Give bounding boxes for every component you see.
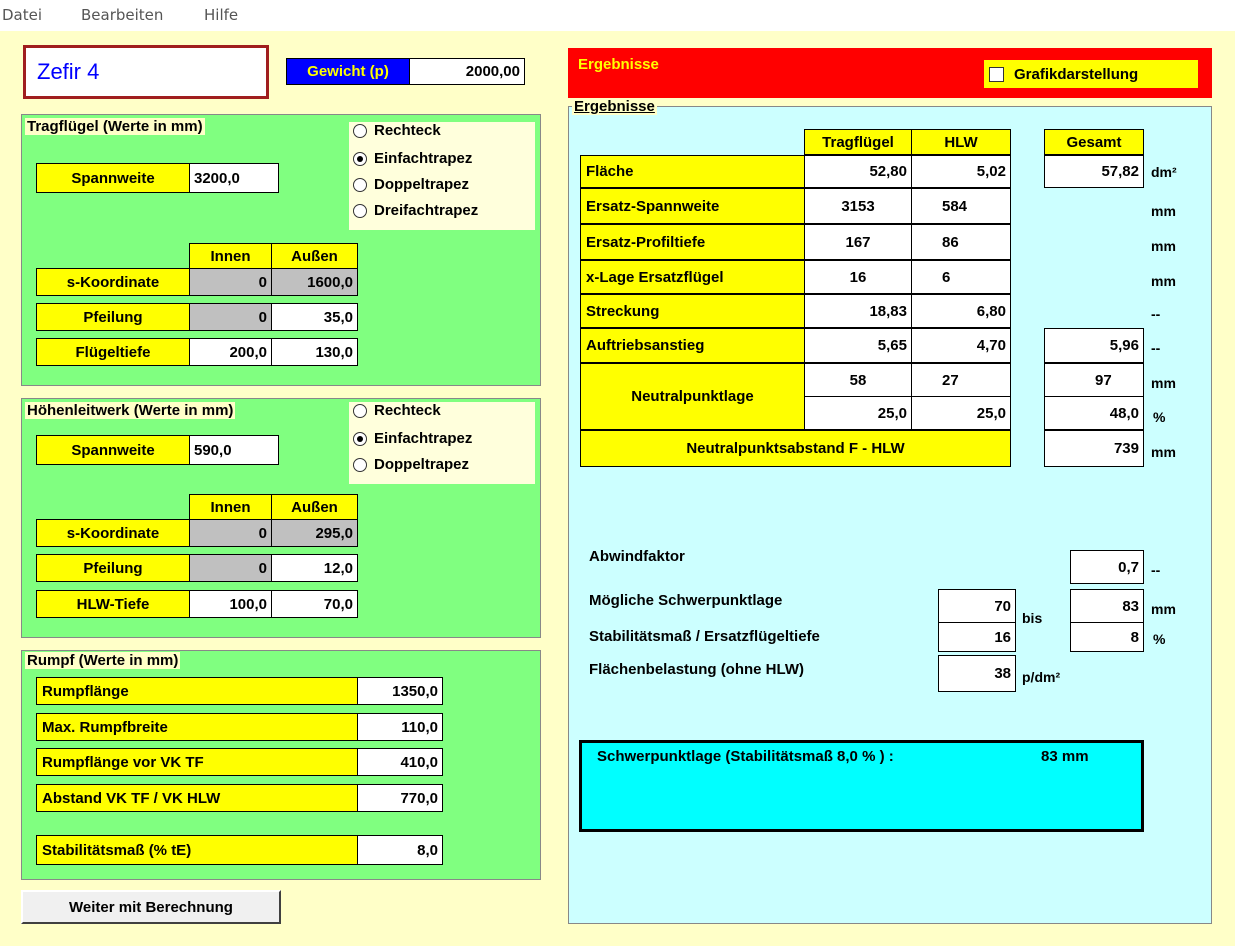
hlw-group-title: Höhenleitwerk (Werte in mm) <box>27 402 234 419</box>
radio-tf-einfachtrapez[interactable]: Einfachtrapez <box>353 150 472 167</box>
menu-datei[interactable]: Datei <box>2 6 43 24</box>
menu-hilfe[interactable]: Hilfe <box>204 6 239 24</box>
flaechenbelastung-value: 38 <box>938 655 1016 692</box>
result-label-ersatz-profiltiefe: Ersatz-Profiltiefe <box>580 224 805 260</box>
unit-np-pct: % <box>1153 409 1166 425</box>
tf-col-innen: Innen <box>189 243 272 269</box>
schwerpunktlage-bis: bis <box>1022 610 1043 626</box>
schwerpunktlage-from: 70 <box>938 589 1016 623</box>
hlw-s-koordinate-innen: 0 <box>189 519 272 547</box>
ergebnisse-group-title: Ergebnisse <box>574 98 655 115</box>
result-flaeche-hlw: 5,02 <box>911 155 1011 188</box>
radio-hlw-rechteck[interactable]: Rechteck <box>353 402 441 419</box>
tf-spannweite-input[interactable]: 3200,0 <box>189 163 279 193</box>
unit-schwerpunkt: mm <box>1151 601 1176 617</box>
summary-label: Schwerpunktlage (Stabilitätsmaß 8,0 % ) : <box>597 748 894 765</box>
unit-streckung: -- <box>1151 306 1161 322</box>
result-x-lage-tf: 16 <box>804 260 912 294</box>
col-gesamt: Gesamt <box>1044 129 1144 155</box>
unit-auftrieb: -- <box>1151 340 1161 356</box>
hlw-col-innen: Innen <box>189 494 272 520</box>
np-mm-gesamt: 97 <box>1044 363 1144 397</box>
result-ersatz-profiltiefe-hlw: 86 <box>911 224 1011 260</box>
abwindfaktor-label: Abwindfaktor <box>589 548 685 565</box>
result-label-flaeche: Fläche <box>580 155 805 188</box>
radio-tf-dreifachtrapez[interactable]: Dreifachtrapez <box>353 202 478 219</box>
result-x-lage-hlw: 6 <box>911 260 1011 294</box>
tf-spannweite-label: Spannweite <box>36 163 190 193</box>
hlw-pfeilung-innen: 0 <box>189 554 272 582</box>
tf-row-label: Pfeilung <box>36 303 190 331</box>
radio-selected-icon <box>353 152 367 166</box>
stabilitaetsmass-input[interactable]: 8,0 <box>357 835 443 865</box>
result-label-ersatz-spannweite: Ersatz-Spannweite <box>580 188 805 224</box>
summary-value: 83 mm <box>1041 748 1089 765</box>
unit-np-mm: mm <box>1151 375 1176 391</box>
radio-circle-icon <box>353 204 367 218</box>
unit-stab: % <box>1153 631 1166 647</box>
result-label-np-abstand: Neutralpunktsabstand F - HLW <box>580 430 1011 467</box>
rumpflaenge-input[interactable]: 1350,0 <box>357 677 443 705</box>
flaechenbelastung-label: Flächenbelastung (ohne HLW) <box>589 661 805 678</box>
col-tragfluegel: Tragflügel <box>804 129 912 155</box>
schwerpunktlage-to: 83 <box>1070 589 1144 623</box>
np-pct-gesamt: 48,0 <box>1044 396 1144 430</box>
hlw-row-label: Pfeilung <box>36 554 190 582</box>
result-label-auftriebsanstieg: Auftriebsanstieg <box>580 328 805 363</box>
hlw-pfeilung-aussen[interactable]: 12,0 <box>271 554 358 582</box>
result-streckung-tf: 18,83 <box>804 294 912 328</box>
result-ersatz-spannweite-hlw: 584 <box>911 188 1011 224</box>
menu-bearbeiten[interactable]: Bearbeiten <box>81 6 164 24</box>
rumpf-row-label: Max. Rumpfbreite <box>36 713 358 741</box>
radio-tf-doppeltrapez[interactable]: Doppeltrapez <box>353 176 469 193</box>
tf-col-aussen: Außen <box>271 243 358 269</box>
tf-s-koordinate-aussen: 1600,0 <box>271 268 358 296</box>
unit-ersatz-spannweite: mm <box>1151 203 1176 219</box>
hlw-shape-options <box>349 402 535 484</box>
np-mm-tf: 58 <box>804 363 912 397</box>
result-auftrieb-tf: 5,65 <box>804 328 912 363</box>
hlw-row-label: s-Koordinate <box>36 519 190 547</box>
result-flaeche-gesamt: 57,82 <box>1044 155 1144 188</box>
result-ersatz-profiltiefe-tf: 167 <box>804 224 912 260</box>
stabilitaetsmass-label: Stabilitätsmaß / Ersatzflügeltiefe <box>589 628 820 645</box>
abstand-vk-input[interactable]: 770,0 <box>357 784 443 812</box>
hlw-tiefe-aussen[interactable]: 70,0 <box>271 590 358 618</box>
rumpf-stab-label: Stabilitätsmaß (% tE) <box>36 835 358 865</box>
rumpf-group-title: Rumpf (Werte in mm) <box>27 652 179 669</box>
unit-x-lage: mm <box>1151 273 1176 289</box>
tf-row-label: Flügeltiefe <box>36 338 190 366</box>
tf-fluegeltiefe-aussen[interactable]: 130,0 <box>271 338 358 366</box>
radio-hlw-doppeltrapez[interactable]: Doppeltrapez <box>353 456 469 473</box>
radio-selected-icon <box>353 432 367 446</box>
rumpflaenge-vor-vk-input[interactable]: 410,0 <box>357 748 443 776</box>
gewicht-input[interactable]: 2000,00 <box>409 58 525 85</box>
result-label-x-lage: x-Lage Ersatzflügel <box>580 260 805 294</box>
tragfluegel-group-title: Tragflügel (Werte in mm) <box>27 118 203 135</box>
unit-np-abstand: mm <box>1151 444 1176 460</box>
hlw-tiefe-innen[interactable]: 100,0 <box>189 590 272 618</box>
tf-pfeilung-aussen[interactable]: 35,0 <box>271 303 358 331</box>
result-flaeche-tf: 52,80 <box>804 155 912 188</box>
gewicht-label: Gewicht (p) <box>286 58 410 85</box>
hlw-spannweite-input[interactable]: 590,0 <box>189 435 279 465</box>
ergebnisse-header-title: Ergebnisse <box>578 56 659 73</box>
np-pct-hlw: 25,0 <box>911 396 1011 430</box>
hlw-s-koordinate-aussen: 295,0 <box>271 519 358 547</box>
radio-circle-icon <box>353 178 367 192</box>
hlw-spannweite-label: Spannweite <box>36 435 190 465</box>
hlw-row-label: HLW-Tiefe <box>36 590 190 618</box>
result-label-neutralpunktlage: Neutralpunktlage <box>580 363 805 430</box>
tf-s-koordinate-innen: 0 <box>189 268 272 296</box>
np-mm-hlw: 27 <box>911 363 1011 397</box>
unit-abwind: -- <box>1151 562 1161 578</box>
col-hlw: HLW <box>911 129 1011 155</box>
radio-circle-icon <box>353 458 367 472</box>
np-abstand-value: 739 <box>1044 430 1144 467</box>
stabilitaetsmass-pct: 8 <box>1070 622 1144 652</box>
rumpf-row-label: Rumpflänge <box>36 677 358 705</box>
unit-flaeche: dm² <box>1151 164 1177 180</box>
result-ersatz-spannweite-tf: 3153 <box>804 188 912 224</box>
result-label-streckung: Streckung <box>580 294 805 328</box>
abwindfaktor-value: 0,7 <box>1070 550 1144 584</box>
tragfluegel-shape-options <box>349 122 535 230</box>
tf-pfeilung-innen: 0 <box>189 303 272 331</box>
result-streckung-hlw: 6,80 <box>911 294 1011 328</box>
rumpfbreite-input[interactable]: 110,0 <box>357 713 443 741</box>
hlw-col-aussen: Außen <box>271 494 358 520</box>
np-pct-tf: 25,0 <box>804 396 912 430</box>
radio-hlw-einfachtrapez[interactable]: Einfachtrapez <box>353 430 472 447</box>
weiter-button[interactable]: Weiter mit Berechnung <box>21 890 281 924</box>
model-name-input[interactable]: Zefir 4 <box>23 45 269 99</box>
radio-tf-rechteck[interactable]: Rechteck <box>353 122 441 139</box>
rumpf-row-label: Abstand VK TF / VK HLW <box>36 784 358 812</box>
schwerpunktlage-label: Mögliche Schwerpunktlage <box>589 592 783 609</box>
result-auftrieb-gesamt: 5,96 <box>1044 328 1144 363</box>
unit-flaechenbelastung: p/dm² <box>1022 669 1061 685</box>
radio-circle-icon <box>353 124 367 138</box>
result-auftrieb-hlw: 4,70 <box>911 328 1011 363</box>
tf-fluegeltiefe-innen[interactable]: 200,0 <box>189 338 272 366</box>
grafik-checkbox[interactable]: Grafikdarstellung <box>984 60 1198 88</box>
checkbox-icon <box>989 67 1004 82</box>
stabilitaetsmass-mm: 16 <box>938 622 1016 652</box>
radio-circle-icon <box>353 404 367 418</box>
unit-ersatz-profiltiefe: mm <box>1151 238 1176 254</box>
menu-bar <box>0 0 1235 31</box>
rumpf-row-label: Rumpflänge vor VK TF <box>36 748 358 776</box>
tf-row-label: s-Koordinate <box>36 268 190 296</box>
